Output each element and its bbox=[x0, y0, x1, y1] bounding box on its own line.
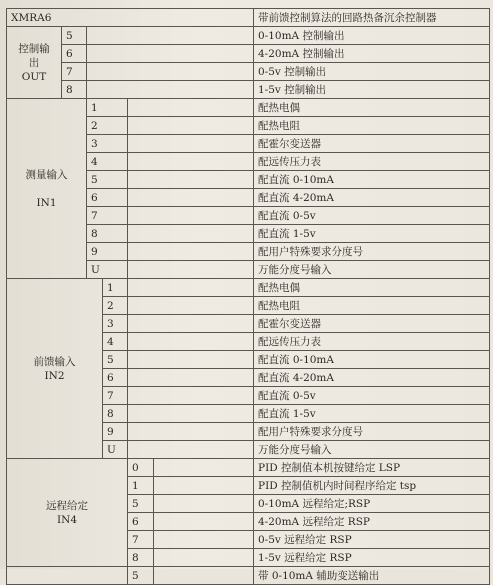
blank-cell bbox=[128, 297, 254, 315]
blank-cell bbox=[128, 135, 254, 153]
in2-code: 5 bbox=[103, 351, 128, 369]
in2-code: 6 bbox=[103, 369, 128, 387]
in2-label-line-1: 前馈输入 bbox=[33, 355, 76, 368]
out-desc: 0-5v 控制输出 bbox=[254, 63, 490, 81]
in1-label-line-2: IN1 bbox=[36, 196, 57, 209]
header-row bbox=[7, 9, 490, 27]
blank-cell bbox=[154, 495, 254, 513]
blank-cell bbox=[128, 243, 254, 261]
in1-desc: 配用户特殊要求分度号 bbox=[254, 243, 490, 261]
in4-desc: 0-5v 远程给定 RSP bbox=[254, 531, 490, 549]
in2-desc: 配直流 4-20mA bbox=[254, 369, 490, 387]
blank-cell bbox=[87, 45, 254, 63]
blank-cell bbox=[87, 63, 254, 81]
aux-desc: 带 0-10mA 辅助变送输出 bbox=[254, 567, 490, 585]
in2-code: 3 bbox=[103, 315, 128, 333]
blank-cell bbox=[128, 117, 254, 135]
in4-code: 5 bbox=[128, 495, 154, 513]
in4-desc: 0-10mA 远程给定;RSP bbox=[254, 495, 490, 513]
in1-code: 6 bbox=[87, 189, 128, 207]
in1-desc: 万能分度号输入 bbox=[254, 261, 490, 279]
spec-table bbox=[6, 8, 490, 585]
model-code: XMRA6 bbox=[7, 9, 254, 27]
blank-cell bbox=[128, 369, 254, 387]
in1-code: 4 bbox=[87, 153, 128, 171]
in4-desc: 4-20mA 远程给定 RSP bbox=[254, 513, 490, 531]
blank-cell bbox=[128, 333, 254, 351]
in1-code: 9 bbox=[87, 243, 128, 261]
blank-cell bbox=[128, 405, 254, 423]
in2-desc: 配霍尔变送器 bbox=[254, 315, 490, 333]
blank-cell bbox=[7, 567, 128, 585]
table-row bbox=[7, 63, 490, 81]
in2-code: 7 bbox=[103, 387, 128, 405]
in1-code: 7 bbox=[87, 207, 128, 225]
table-row bbox=[7, 279, 490, 297]
out-code: 8 bbox=[62, 81, 87, 99]
in1-desc: 配直流 1-5v bbox=[254, 225, 490, 243]
table-row bbox=[7, 45, 490, 63]
in4-desc: PID 控制值本机按键给定 LSP bbox=[254, 459, 490, 477]
in4-code: 0 bbox=[128, 459, 154, 477]
blank-cell bbox=[128, 225, 254, 243]
in2-code: 1 bbox=[103, 279, 128, 297]
in1-desc: 配热电阻 bbox=[254, 117, 490, 135]
in1-desc: 配直流 4-20mA bbox=[254, 189, 490, 207]
blank-cell bbox=[128, 315, 254, 333]
out-group-label bbox=[7, 27, 62, 99]
out-code: 7 bbox=[62, 63, 87, 81]
out-code: 6 bbox=[62, 45, 87, 63]
in2-code: 2 bbox=[103, 297, 128, 315]
in4-code: 6 bbox=[128, 513, 154, 531]
in2-group-label bbox=[7, 279, 103, 459]
in1-label-line-1: 测量输入 bbox=[25, 168, 68, 181]
in1-code: 5 bbox=[87, 171, 128, 189]
blank-cell bbox=[128, 423, 254, 441]
blank-cell bbox=[154, 531, 254, 549]
in1-group-label bbox=[7, 99, 87, 279]
in4-group-label bbox=[7, 459, 128, 567]
in1-code: 2 bbox=[87, 117, 128, 135]
out-label-line-2: 出 bbox=[28, 56, 40, 69]
table-row bbox=[7, 27, 490, 45]
blank-cell bbox=[154, 513, 254, 531]
table-row bbox=[7, 459, 490, 477]
in2-desc: 配用户特殊要求分度号 bbox=[254, 423, 490, 441]
in1-code: U bbox=[87, 261, 128, 279]
aux-code: 5 bbox=[128, 567, 154, 585]
in4-label-line-2: IN4 bbox=[56, 513, 77, 526]
table-row bbox=[7, 567, 490, 585]
blank-cell bbox=[154, 459, 254, 477]
out-desc: 0-10mA 控制输出 bbox=[254, 27, 490, 45]
in1-desc: 配霍尔变送器 bbox=[254, 135, 490, 153]
in1-desc: 配直流 0-5v bbox=[254, 207, 490, 225]
in2-desc: 配直流 0-5v bbox=[254, 387, 490, 405]
in1-desc: 配远传压力表 bbox=[254, 153, 490, 171]
in4-desc: PID 控制值机内时间程序给定 tsp bbox=[254, 477, 490, 495]
blank-cell bbox=[128, 351, 254, 369]
table-row bbox=[7, 81, 490, 99]
out-label-line-1: 控制输 bbox=[18, 42, 50, 55]
out-desc: 4-20mA 控制输出 bbox=[254, 45, 490, 63]
in2-code: 4 bbox=[103, 333, 128, 351]
blank-cell bbox=[154, 477, 254, 495]
in2-desc: 配热电阻 bbox=[254, 297, 490, 315]
in4-desc: 1-5v 远程给定 RSP bbox=[254, 549, 490, 567]
blank-cell bbox=[128, 387, 254, 405]
table-row bbox=[7, 99, 490, 117]
blank-cell bbox=[128, 99, 254, 117]
out-label-line-3: OUT bbox=[21, 70, 47, 83]
in4-code: 1 bbox=[128, 477, 154, 495]
in4-code: 7 bbox=[128, 531, 154, 549]
in2-desc: 配直流 0-10mA bbox=[254, 351, 490, 369]
in2-code: 8 bbox=[103, 405, 128, 423]
in1-desc: 配直流 0-10mA bbox=[254, 171, 490, 189]
blank-cell bbox=[128, 207, 254, 225]
in4-label-line-1: 远程给定 bbox=[46, 499, 88, 512]
blank-cell bbox=[154, 549, 254, 567]
in2-desc: 配直流 1-5v bbox=[254, 405, 490, 423]
blank-cell bbox=[154, 567, 254, 585]
in1-code: 8 bbox=[87, 225, 128, 243]
in2-label-line-2: IN2 bbox=[44, 369, 65, 382]
in1-code: 3 bbox=[87, 135, 128, 153]
in1-code: 1 bbox=[87, 99, 128, 117]
blank-cell bbox=[128, 279, 254, 297]
blank-cell bbox=[128, 189, 254, 207]
in2-code: 9 bbox=[103, 423, 128, 441]
blank-cell bbox=[128, 441, 254, 459]
in2-desc: 配热电偶 bbox=[254, 279, 490, 297]
blank-cell bbox=[128, 261, 254, 279]
in2-code: U bbox=[103, 441, 128, 459]
blank-cell bbox=[128, 153, 254, 171]
out-desc: 1-5v 控制输出 bbox=[254, 81, 490, 99]
in1-desc: 配热电偶 bbox=[254, 99, 490, 117]
in2-desc: 配远传压力表 bbox=[254, 333, 490, 351]
in4-code: 8 bbox=[128, 549, 154, 567]
blank-cell bbox=[87, 27, 254, 45]
in2-desc: 万能分度号输入 bbox=[254, 441, 490, 459]
blank-cell bbox=[87, 81, 254, 99]
out-code: 5 bbox=[62, 27, 87, 45]
blank-cell bbox=[128, 171, 254, 189]
product-title: 带前馈控制算法的回路热备沉余控制器 bbox=[254, 9, 490, 27]
